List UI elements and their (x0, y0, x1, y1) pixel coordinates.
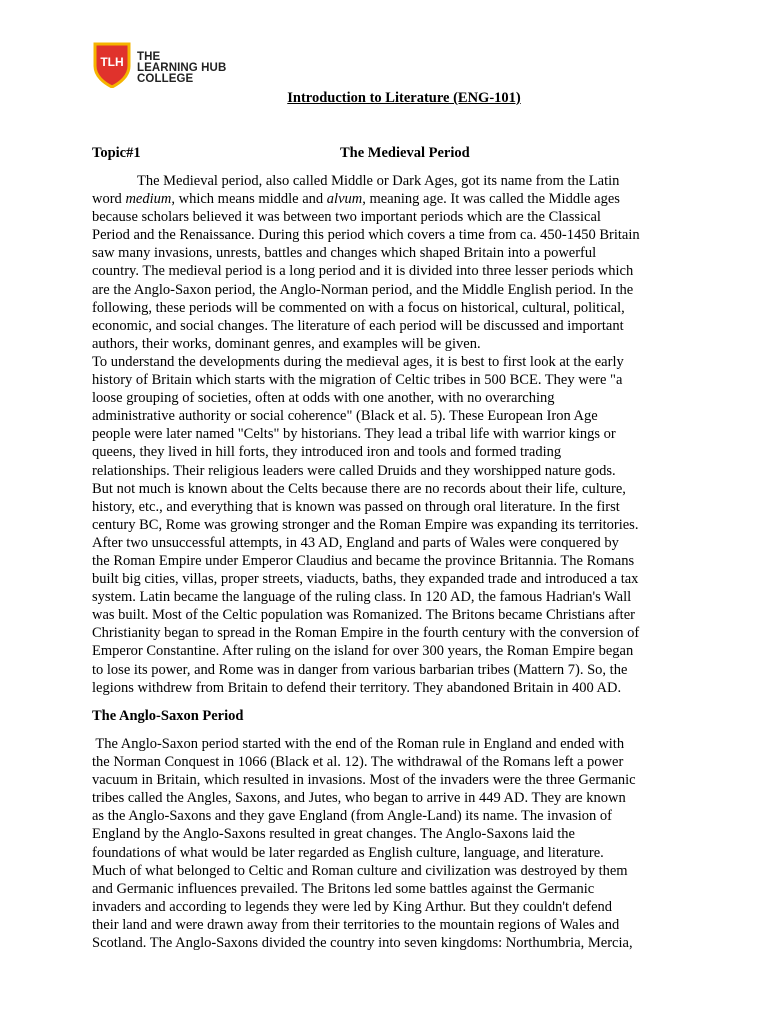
logo-wordmark (137, 52, 226, 85)
paragraph-line: England by the Anglo-Saxons resulted in great changes. The Anglo-Saxons laid the (92, 826, 575, 843)
shield-logo-icon (92, 42, 132, 88)
paragraph-medieval-intro (92, 172, 680, 697)
paragraph-line: tribes called the Angles, Saxons, and Jutes, who began to arrive in 449 AD. They are known (92, 790, 626, 807)
paragraph-line: queens, they lived in hill forts, they introduced iron and tools and formed trading (92, 444, 562, 461)
paragraph-line: system. Latin became the language of the ruling class. In 120 AD, the famous Hadrian's Wall (92, 589, 632, 606)
paragraph-line: the Roman Empire under Emperor Claudius and became the province Britannia. The Romans (92, 552, 635, 569)
paragraph-line: economic, and social changes. The literature of each period will be discussed and important (92, 317, 624, 334)
paragraph-line: country. The medieval period is a long period and it is divided into three lesser periods which (92, 263, 634, 280)
paragraph-line: word medium, which means middle and alvum, meaning age. It was called the Middle ages (92, 191, 620, 208)
paragraph-line: century BC, Rome was growing stronger and the Roman Empire was expanding its territories. (92, 516, 639, 533)
paragraph-line: The Anglo-Saxon period started with the end of the Roman rule in England and ended with (92, 736, 625, 752)
paragraph-line: foundations of what would be later regarded as English culture, language, and literature. (92, 844, 604, 861)
paragraph-line: are the Anglo-Saxon period, the Anglo-Norman period, and the Middle English period. In the (92, 281, 634, 298)
paragraph-line: The Medieval period, also called Middle or Dark Ages, got its name from the Latin (137, 173, 620, 189)
paragraph-line: as the Anglo-Saxons and they gave England (from Angle-Land) its name. The invasion of (92, 808, 613, 825)
paragraph-line: Emperor Constantine. After ruling on the island for over 300 years, the Roman Empire began (92, 643, 634, 660)
paragraph-line: But not much is known about the Celts because there are no records about their life, culture, (92, 480, 626, 497)
course-title-text: Introduction to Literature (ENG-101) (287, 90, 521, 106)
paragraph-line: because scholars believed it was between two important periods which are the Classical (92, 209, 601, 226)
paragraph-line: relationships. Their religious leaders were called Druids and they worshipped nature gods. (92, 462, 616, 479)
paragraph-line: to lose its power, and Rome was in danger from various barbarian tribes (Mattern 7). So, the (92, 661, 628, 678)
paragraph-line: loose grouping of societies, often at odds with one another, with no overarching (92, 390, 555, 407)
paragraph-line: people were later named "Celts" by historians. They lead a tribal life with warrior kings or (92, 426, 616, 443)
paragraph-line: Period and the Renaissance. During this period which covers a time from ca. 450-1450 Britain (92, 227, 640, 244)
paragraph-line: built big cities, villas, proper streets, viaducts, baths, they expanded trade and introduced a tax (92, 571, 639, 588)
logo-line-2: LEARNING HUB (137, 62, 227, 74)
latin-word: medium (125, 191, 172, 208)
paragraph-line: their land and were drawn away from their territories to the mountain regions of Wales and (92, 916, 620, 933)
course-title (0, 90, 768, 107)
paragraph-line: After two unsuccessful attempts, in 43 AD, England and parts of Wales were conquered by (92, 534, 619, 551)
paragraph-line: invaders and according to legends they were led by King Arthur. But they couldn't defend (92, 898, 613, 915)
college-logo (92, 42, 292, 92)
paragraph-line: Christianity began to spread in the Roman Empire in the fourth century with the conversion of (92, 625, 640, 642)
paragraph-line: authors, their works, dominant genres, and examples will be given. (92, 335, 481, 352)
paragraph-line: history, etc., and everything that is known was passed on through oral literature. In the first (92, 498, 620, 515)
latin-word: alvum (326, 191, 363, 208)
paragraph-line: Scotland. The Anglo-Saxons divided the country into seven kingdoms: Northumbria, Mercia, (92, 935, 633, 952)
paragraph-line: saw many invasions, unrests, battles and changes which shaped Britain into a powerful (92, 245, 597, 262)
topic-title: The Medieval Period (340, 145, 470, 161)
paragraph-line: vacuum in Britain, which resulted in invasions. Most of the invaders were the three Germanic (92, 772, 636, 789)
logo-line-3: COLLEGE (137, 73, 194, 85)
paragraph-anglo-saxon (92, 735, 680, 952)
paragraph-line: the Norman Conquest in 1066 (Black et al. 12). The withdrawal of the Romans left a power (92, 754, 624, 771)
paragraph-line: was built. Most of the Celtic population was Romanized. The Britons became Christians after (92, 607, 635, 624)
paragraph-line: legions withdrew from Britain to defend their territory. They abandoned Britain in 400 AD. (92, 679, 622, 696)
paragraph-line: history of Britain which starts with the migration of Celtic tribes in 500 BCE. They were "a (92, 372, 623, 389)
paragraph-line: To understand the developments during the medieval ages, it is best to first look at the early (92, 353, 624, 370)
logo-line-1: THE (137, 51, 161, 63)
paragraph-line: and Germanic influences prevailed. The Britons led some battles against the Germanic (92, 880, 595, 897)
paragraph-line: following, these periods will be commented on with a focus on historical, cultural, political, (92, 299, 625, 316)
paragraph-line: Much of what belonged to Celtic and Roman culture and civilization was destroyed by them (92, 862, 628, 879)
topic-label: Topic#1 (92, 145, 141, 161)
paragraph-line: administrative authority or social coherence" (Black et al. 5). These European Iron Age (92, 408, 598, 425)
section-heading-anglo-saxon: The Anglo-Saxon Period (92, 708, 244, 724)
logo-badge-text: TLH (100, 55, 124, 69)
